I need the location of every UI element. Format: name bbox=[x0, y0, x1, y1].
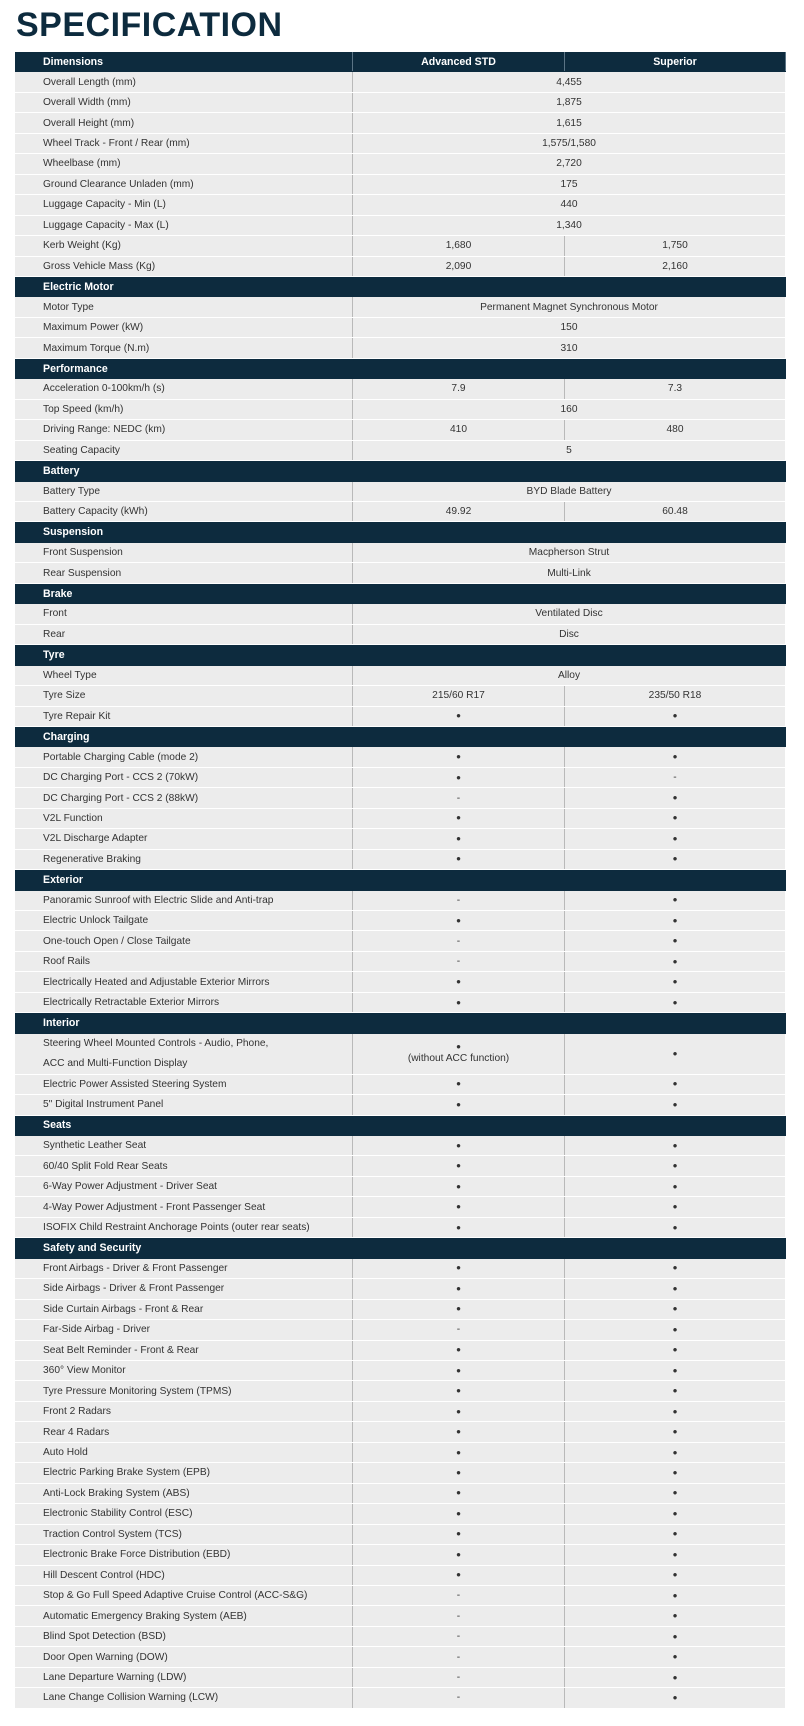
table-row bbox=[15, 379, 786, 399]
shared-value: 1,615 bbox=[353, 113, 786, 132]
superior-value: 2,160 bbox=[565, 257, 786, 276]
row-label: ISOFIX Child Restraint Anchorage Points (outer rear seats) bbox=[15, 1218, 353, 1237]
advanced-std-value: 49.92 bbox=[353, 502, 565, 521]
superior-value: • bbox=[565, 1422, 786, 1441]
row-label: Electrically Retractable Exterior Mirrors bbox=[15, 993, 353, 1012]
superior-value: • bbox=[565, 952, 786, 971]
page-title: SPECIFICATION bbox=[16, 6, 283, 44]
table-row bbox=[15, 318, 786, 338]
row-label: Top Speed (km/h) bbox=[15, 400, 353, 419]
row-label: Anti-Lock Braking System (ABS) bbox=[15, 1484, 353, 1503]
advanced-std-value: - bbox=[353, 891, 565, 910]
row-label: 360° View Monitor bbox=[15, 1361, 353, 1380]
superior-value: • bbox=[565, 707, 786, 726]
table-row bbox=[15, 666, 786, 686]
row-label: Overall Height (mm) bbox=[15, 113, 353, 132]
row-label: Door Open Warning (DOW) bbox=[15, 1647, 353, 1666]
advanced-std-value: • bbox=[353, 1075, 565, 1094]
row-label: Synthetic Leather Seat bbox=[15, 1136, 353, 1155]
advanced-std-value: - bbox=[353, 952, 565, 971]
table-row bbox=[15, 236, 786, 256]
superior-value: • bbox=[565, 993, 786, 1012]
row-label: DC Charging Port - CCS 2 (88kW) bbox=[15, 788, 353, 807]
superior-value: 60.48 bbox=[565, 502, 786, 521]
row-label: Electric Unlock Tailgate bbox=[15, 911, 353, 930]
row-label: Wheelbase (mm) bbox=[15, 154, 353, 173]
row-label: Overall Length (mm) bbox=[15, 72, 353, 91]
superior-value: • bbox=[565, 1177, 786, 1196]
availability-mark: • bbox=[456, 1038, 461, 1054]
shared-value: 4,455 bbox=[353, 72, 786, 91]
advanced-std-value: - bbox=[353, 1606, 565, 1625]
shared-value: 5 bbox=[353, 441, 786, 460]
table-row bbox=[15, 829, 786, 849]
table-row bbox=[15, 707, 786, 727]
table-row bbox=[15, 1402, 786, 1422]
table-row bbox=[15, 1361, 786, 1381]
section-header-row bbox=[15, 727, 786, 747]
row-label: Stop & Go Full Speed Adaptive Cruise Control (ACC-S&G) bbox=[15, 1586, 353, 1605]
section-header-row bbox=[15, 645, 786, 665]
table-row bbox=[15, 1422, 786, 1442]
row-label: Automatic Emergency Braking System (AEB) bbox=[15, 1606, 353, 1625]
table-row bbox=[15, 850, 786, 870]
superior-value: 480 bbox=[565, 420, 786, 439]
row-label: Tyre Pressure Monitoring System (TPMS) bbox=[15, 1381, 353, 1400]
table-row bbox=[15, 891, 786, 911]
row-label: Battery Type bbox=[15, 482, 353, 501]
table-row bbox=[15, 400, 786, 420]
superior-value: • bbox=[565, 911, 786, 930]
advanced-std-value: - bbox=[353, 1647, 565, 1666]
row-label: Electric Power Assisted Steering System bbox=[15, 1075, 353, 1094]
table-row bbox=[15, 788, 786, 808]
advanced-std-value: - bbox=[353, 1668, 565, 1687]
section-header-row bbox=[15, 870, 786, 890]
row-label: 4-Way Power Adjustment - Front Passenger Seat bbox=[15, 1197, 353, 1216]
row-label: Ground Clearance Unladen (mm) bbox=[15, 175, 353, 194]
advanced-std-value: • bbox=[353, 1402, 565, 1421]
table-row bbox=[15, 1156, 786, 1176]
value-note: (without ACC function) bbox=[407, 1052, 510, 1064]
table-row bbox=[15, 216, 786, 236]
section-header-row bbox=[15, 1116, 786, 1136]
superior-value: • bbox=[565, 931, 786, 950]
superior-value: • bbox=[565, 1586, 786, 1605]
advanced-std-value: • bbox=[353, 972, 565, 991]
row-label: Rear 4 Radars bbox=[15, 1422, 353, 1441]
shared-value: Disc bbox=[353, 625, 786, 644]
row-label: V2L Function bbox=[15, 809, 353, 828]
table-row bbox=[15, 1177, 786, 1197]
shared-value: 160 bbox=[353, 400, 786, 419]
section-title: Interior bbox=[43, 1017, 80, 1030]
shared-value: Multi-Link bbox=[353, 563, 786, 582]
section-header-row bbox=[15, 1238, 786, 1258]
advanced-std-value: - bbox=[353, 931, 565, 950]
advanced-std-value: - bbox=[353, 1586, 565, 1605]
table-row bbox=[15, 1504, 786, 1524]
superior-value: • bbox=[565, 1566, 786, 1585]
superior-value: • bbox=[565, 972, 786, 991]
row-label: Rear Suspension bbox=[15, 563, 353, 582]
row-label: Portable Charging Cable (mode 2) bbox=[15, 747, 353, 766]
advanced-std-value: - bbox=[353, 788, 565, 807]
row-label: Side Curtain Airbags - Front & Rear bbox=[15, 1300, 353, 1319]
row-label: Electronic Stability Control (ESC) bbox=[15, 1504, 353, 1523]
advanced-std-value: • bbox=[353, 911, 565, 930]
superior-value: • bbox=[565, 1688, 786, 1707]
row-label: Maximum Torque (N.m) bbox=[15, 338, 353, 357]
row-label: Hill Descent Control (HDC) bbox=[15, 1566, 353, 1585]
superior-value: • bbox=[565, 1627, 786, 1646]
advanced-std-value: • bbox=[353, 1484, 565, 1503]
advanced-std-value: • bbox=[353, 1463, 565, 1482]
table-row bbox=[15, 175, 786, 195]
shared-value: 175 bbox=[353, 175, 786, 194]
row-label: One-touch Open / Close Tailgate bbox=[15, 931, 353, 950]
advanced-std-value: • bbox=[353, 1136, 565, 1155]
row-label: DC Charging Port - CCS 2 (70kW) bbox=[15, 768, 353, 787]
advanced-std-value: • bbox=[353, 1095, 565, 1114]
section-header-row bbox=[15, 1013, 786, 1033]
superior-value: 7.3 bbox=[565, 379, 786, 398]
table-row bbox=[15, 420, 786, 440]
advanced-std-value: • bbox=[353, 1504, 565, 1523]
advanced-std-value: 1,680 bbox=[353, 236, 565, 255]
advanced-std-value: • bbox=[353, 1156, 565, 1175]
advanced-std-value: • bbox=[353, 1177, 565, 1196]
advanced-std-value: 7.9 bbox=[353, 379, 565, 398]
shared-value: 1,875 bbox=[353, 93, 786, 112]
shared-value: Alloy bbox=[353, 666, 786, 685]
table-row bbox=[15, 768, 786, 788]
section-header-row bbox=[15, 522, 786, 542]
table-row bbox=[15, 93, 786, 113]
table-row bbox=[15, 154, 786, 174]
table-row bbox=[15, 297, 786, 317]
table-row bbox=[15, 1341, 786, 1361]
row-label: Gross Vehicle Mass (Kg) bbox=[15, 257, 353, 276]
row-label: Blind Spot Detection (BSD) bbox=[15, 1627, 353, 1646]
superior-value: • bbox=[565, 1484, 786, 1503]
table-row bbox=[15, 543, 786, 563]
table-row bbox=[15, 686, 786, 706]
superior-value: • bbox=[565, 809, 786, 828]
row-label: Side Airbags - Driver & Front Passenger bbox=[15, 1279, 353, 1298]
shared-value: Ventilated Disc bbox=[353, 604, 786, 623]
shared-value: Macpherson Strut bbox=[353, 543, 786, 562]
table-row bbox=[15, 72, 786, 92]
row-label-line-2: ACC and Multi-Function Display bbox=[43, 1057, 188, 1069]
row-label-line-1: Steering Wheel Mounted Controls - Audio, Phone, bbox=[43, 1037, 269, 1049]
row-label: Tyre Size bbox=[15, 686, 353, 705]
superior-value: 235/50 R18 bbox=[565, 686, 786, 705]
table-row bbox=[15, 338, 786, 358]
row-label: Traction Control System (TCS) bbox=[15, 1525, 353, 1544]
row-label: Far-Side Airbag - Driver bbox=[15, 1320, 353, 1339]
shared-value: 1,575/1,580 bbox=[353, 134, 786, 153]
superior-value: • bbox=[565, 1341, 786, 1360]
superior-value: • bbox=[565, 1136, 786, 1155]
row-label: Motor Type bbox=[15, 297, 353, 316]
superior-value: • bbox=[565, 1525, 786, 1544]
advanced-std-value: - bbox=[353, 1320, 565, 1339]
row-label: Front Airbags - Driver & Front Passenger bbox=[15, 1259, 353, 1278]
row-label: Driving Range: NEDC (km) bbox=[15, 420, 353, 439]
section-title: Suspension bbox=[43, 526, 104, 539]
table-row bbox=[15, 563, 786, 583]
header-category-label: Dimensions bbox=[15, 52, 353, 71]
row-label: 60/40 Split Fold Rear Seats bbox=[15, 1156, 353, 1175]
row-label: Electric Parking Brake System (EPB) bbox=[15, 1463, 353, 1482]
advanced-std-value: • bbox=[353, 1300, 565, 1319]
table-row bbox=[15, 1463, 786, 1483]
superior-value: • bbox=[565, 1647, 786, 1666]
table-row bbox=[15, 604, 786, 624]
shared-value: 2,720 bbox=[353, 154, 786, 173]
advanced-std-value: • bbox=[353, 1381, 565, 1400]
advanced-std-value: • bbox=[353, 1422, 565, 1441]
availability-mark: • bbox=[672, 1045, 678, 1061]
advanced-std-value: 215/60 R17 bbox=[353, 686, 565, 705]
section-header-row bbox=[15, 584, 786, 604]
shared-value: BYD Blade Battery bbox=[353, 482, 786, 501]
shared-value: Permanent Magnet Synchronous Motor bbox=[353, 297, 786, 316]
advanced-std-value: • bbox=[353, 747, 565, 766]
table-row bbox=[15, 1566, 786, 1586]
table-row bbox=[15, 1075, 786, 1095]
superior-value: • bbox=[565, 1463, 786, 1482]
superior-value: - bbox=[565, 768, 786, 787]
table-row bbox=[15, 1300, 786, 1320]
row-label: Seating Capacity bbox=[15, 441, 353, 460]
row-label: Tyre Repair Kit bbox=[15, 707, 353, 726]
row-label: Luggage Capacity - Min (L) bbox=[15, 195, 353, 214]
advanced-std-value: • bbox=[353, 1545, 565, 1564]
table-row bbox=[15, 1320, 786, 1340]
row-label: Front Suspension bbox=[15, 543, 353, 562]
table-row bbox=[15, 1197, 786, 1217]
superior-value: 1,750 bbox=[565, 236, 786, 255]
advanced-std-value: • bbox=[353, 1259, 565, 1278]
table-row bbox=[15, 993, 786, 1013]
row-label: 6-Way Power Adjustment - Driver Seat bbox=[15, 1177, 353, 1196]
section-title: Battery bbox=[43, 464, 80, 477]
header-superior: Superior bbox=[565, 52, 786, 71]
advanced-std-value: • bbox=[353, 809, 565, 828]
row-label: Front bbox=[15, 604, 353, 623]
shared-value: 310 bbox=[353, 338, 786, 357]
table-row bbox=[15, 952, 786, 972]
shared-value: 440 bbox=[353, 195, 786, 214]
table-row bbox=[15, 1484, 786, 1504]
table-row bbox=[15, 195, 786, 215]
table-row bbox=[15, 809, 786, 829]
row-label: Auto Hold bbox=[15, 1443, 353, 1462]
advanced-std-value: • bbox=[353, 1361, 565, 1380]
row-label: Luggage Capacity - Max (L) bbox=[15, 216, 353, 235]
table-row bbox=[15, 502, 786, 522]
table-row bbox=[15, 1586, 786, 1606]
row-label: Lane Change Collision Warning (LCW) bbox=[15, 1688, 353, 1707]
table-row bbox=[15, 1525, 786, 1545]
shared-value: 1,340 bbox=[353, 216, 786, 235]
superior-value: • bbox=[565, 1300, 786, 1319]
superior-value: • bbox=[565, 1075, 786, 1094]
section-title: Tyre bbox=[43, 648, 65, 661]
advanced-std-value: • bbox=[353, 1218, 565, 1237]
advanced-std-value: 410 bbox=[353, 420, 565, 439]
table-row bbox=[15, 1218, 786, 1238]
superior-value: • bbox=[565, 1443, 786, 1462]
section-title: Charging bbox=[43, 730, 90, 743]
superior-value: • bbox=[565, 1504, 786, 1523]
table-row bbox=[15, 625, 786, 645]
section-header-row bbox=[15, 461, 786, 481]
superior-value: • bbox=[565, 1197, 786, 1216]
advanced-std-value: • bbox=[353, 993, 565, 1012]
table-row bbox=[15, 747, 786, 767]
superior-value: • bbox=[565, 1381, 786, 1400]
table-row bbox=[15, 1627, 786, 1647]
section-title: Safety and Security bbox=[43, 1241, 142, 1254]
superior-value: • bbox=[565, 850, 786, 869]
superior-value: • bbox=[565, 1218, 786, 1237]
section-title: Performance bbox=[43, 362, 108, 375]
row-label: Acceleration 0-100km/h (s) bbox=[15, 379, 353, 398]
table-header-row bbox=[15, 52, 786, 72]
advanced-std-value: • bbox=[353, 1279, 565, 1298]
table-row bbox=[15, 1606, 786, 1626]
superior-value: • bbox=[565, 788, 786, 807]
table-row bbox=[15, 1443, 786, 1463]
superior-value: • bbox=[565, 1095, 786, 1114]
row-label bbox=[15, 1034, 353, 1074]
superior-value: • bbox=[565, 1259, 786, 1278]
row-label: Kerb Weight (Kg) bbox=[15, 236, 353, 255]
row-label: Regenerative Braking bbox=[15, 850, 353, 869]
table-row bbox=[15, 1034, 786, 1075]
table-row bbox=[15, 1668, 786, 1688]
advanced-std-value: - bbox=[353, 1627, 565, 1646]
shared-value: 150 bbox=[353, 318, 786, 337]
row-label: V2L Discharge Adapter bbox=[15, 829, 353, 848]
advanced-std-value: • bbox=[353, 1443, 565, 1462]
table-row bbox=[15, 1647, 786, 1667]
superior-value bbox=[565, 1034, 786, 1074]
row-label: Electrically Heated and Adjustable Exterior Mirrors bbox=[15, 972, 353, 991]
superior-value: • bbox=[565, 1361, 786, 1380]
advanced-std-value: • bbox=[353, 768, 565, 787]
table-row bbox=[15, 441, 786, 461]
advanced-std-value: - bbox=[353, 1688, 565, 1707]
section-title: Electric Motor bbox=[43, 280, 114, 293]
table-row bbox=[15, 931, 786, 951]
table-row bbox=[15, 1688, 786, 1708]
section-header-row bbox=[15, 359, 786, 379]
superior-value: • bbox=[565, 1668, 786, 1687]
table-row bbox=[15, 482, 786, 502]
table-row bbox=[15, 1381, 786, 1401]
advanced-std-value: • bbox=[353, 850, 565, 869]
table-row bbox=[15, 113, 786, 133]
advanced-std-value: 2,090 bbox=[353, 257, 565, 276]
row-label: Maximum Power (kW) bbox=[15, 318, 353, 337]
advanced-std-value: • bbox=[353, 1197, 565, 1216]
row-label: Wheel Type bbox=[15, 666, 353, 685]
row-label: 5" Digital Instrument Panel bbox=[15, 1095, 353, 1114]
section-title: Exterior bbox=[43, 873, 84, 886]
table-row bbox=[15, 257, 786, 277]
table-row bbox=[15, 134, 786, 154]
row-label: Electronic Brake Force Distribution (EBD) bbox=[15, 1545, 353, 1564]
row-label: Lane Departure Warning (LDW) bbox=[15, 1668, 353, 1687]
table-row bbox=[15, 1279, 786, 1299]
section-title: Brake bbox=[43, 587, 73, 600]
superior-value: • bbox=[565, 1279, 786, 1298]
table-row bbox=[15, 972, 786, 992]
row-label: Battery Capacity (kWh) bbox=[15, 502, 353, 521]
row-label: Rear bbox=[15, 625, 353, 644]
row-label: Seat Belt Reminder - Front & Rear bbox=[15, 1341, 353, 1360]
advanced-std-value: • bbox=[353, 707, 565, 726]
row-label: Overall Width (mm) bbox=[15, 93, 353, 112]
advanced-std-value: • bbox=[353, 1525, 565, 1544]
advanced-std-value bbox=[353, 1034, 565, 1074]
row-label: Panoramic Sunroof with Electric Slide and Anti-trap bbox=[15, 891, 353, 910]
section-header-row bbox=[15, 277, 786, 297]
section-title: Seats bbox=[43, 1119, 72, 1132]
specification-table bbox=[15, 52, 786, 1709]
superior-value: • bbox=[565, 1545, 786, 1564]
advanced-std-value: • bbox=[353, 1566, 565, 1585]
table-row bbox=[15, 1136, 786, 1156]
header-advanced-std: Advanced STD bbox=[353, 52, 565, 71]
table-row bbox=[15, 1545, 786, 1565]
superior-value: • bbox=[565, 1402, 786, 1421]
row-label: Roof Rails bbox=[15, 952, 353, 971]
superior-value: • bbox=[565, 747, 786, 766]
superior-value: • bbox=[565, 829, 786, 848]
table-row bbox=[15, 1259, 786, 1279]
advanced-std-value: • bbox=[353, 1341, 565, 1360]
superior-value: • bbox=[565, 1606, 786, 1625]
row-label: Front 2 Radars bbox=[15, 1402, 353, 1421]
superior-value: • bbox=[565, 1156, 786, 1175]
superior-value: • bbox=[565, 891, 786, 910]
table-row bbox=[15, 1095, 786, 1115]
advanced-std-value: • bbox=[353, 829, 565, 848]
table-row bbox=[15, 911, 786, 931]
superior-value: • bbox=[565, 1320, 786, 1339]
row-label: Wheel Track - Front / Rear (mm) bbox=[15, 134, 353, 153]
